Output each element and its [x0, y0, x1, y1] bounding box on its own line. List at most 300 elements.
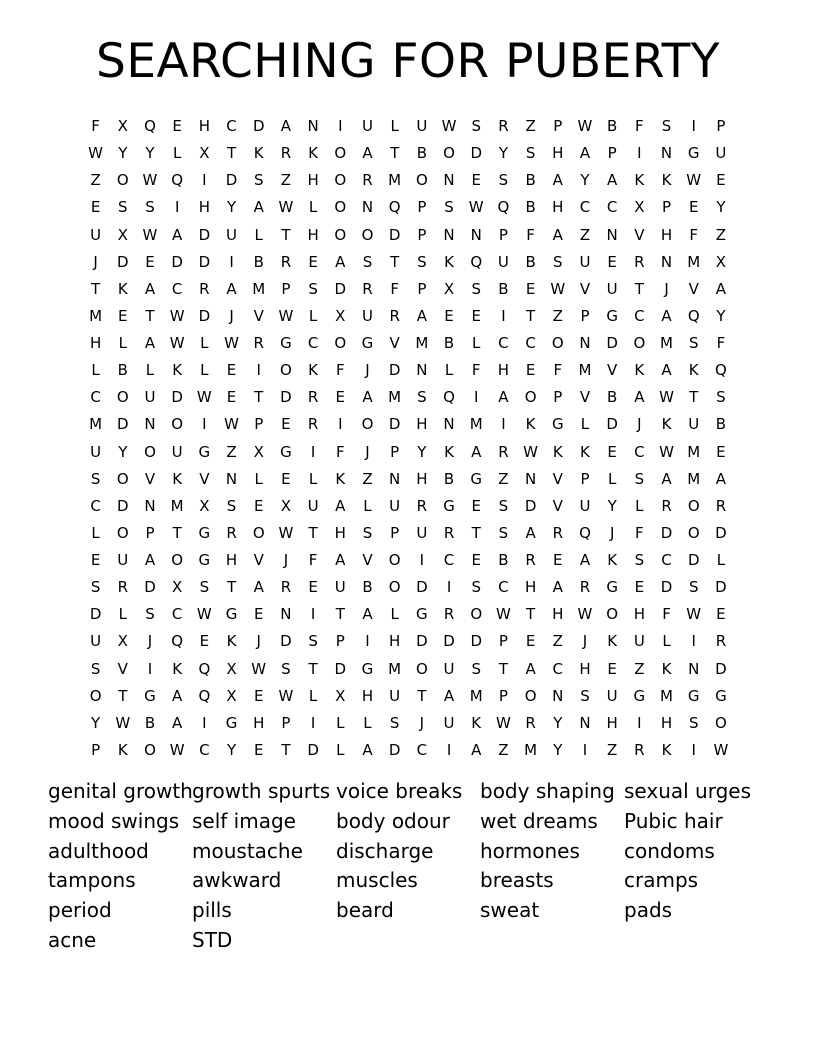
grid-letter: K — [335, 469, 346, 488]
grid-letter: E — [607, 442, 617, 461]
grid-letter: J — [365, 442, 370, 461]
grid-letter: S — [145, 605, 155, 624]
grid-letter: A — [253, 198, 264, 217]
grid-letter: W — [224, 334, 239, 353]
grid-letter: U — [389, 496, 401, 515]
grid-letter: U — [334, 578, 346, 597]
grid-letter: A — [715, 279, 727, 298]
grid-letter: P — [145, 523, 155, 542]
grid-letter: E — [308, 252, 318, 271]
grid-letter: Y — [118, 442, 128, 461]
grid-letter: U — [90, 442, 102, 461]
grid-letter: N — [389, 469, 401, 488]
grid-letter: G — [416, 605, 428, 624]
grid-letter: S — [362, 252, 373, 271]
grid-letter: I — [446, 578, 452, 597]
grid-letter: U — [579, 252, 591, 271]
grid-letter: S — [471, 117, 481, 136]
grid-letter: L — [580, 415, 590, 434]
grid-letter: W — [278, 523, 294, 542]
word-list-item: pills — [192, 898, 232, 923]
grid-letter: E — [253, 686, 264, 705]
grid-letter: H — [633, 605, 645, 624]
word-list-item: breasts — [480, 868, 554, 893]
grid-letter: D — [198, 225, 211, 244]
grid-letter: G — [280, 334, 292, 353]
grid-row — [82, 194, 735, 221]
grid-letter: M — [660, 334, 673, 353]
grid-letter: C — [525, 334, 536, 353]
grid-row — [82, 222, 735, 249]
grid-letter: W — [468, 198, 484, 217]
grid-letter: I — [582, 740, 588, 759]
grid-letter: D — [416, 632, 428, 651]
grid-letter: D — [198, 252, 211, 271]
grid-letter: B — [443, 334, 455, 353]
grid-letter: A — [253, 578, 264, 597]
grid-letter: N — [552, 686, 564, 705]
grid-letter: X — [117, 117, 128, 136]
grid-letter: X — [634, 198, 645, 217]
grid-letter: M — [170, 496, 184, 515]
grid-letter: G — [715, 686, 727, 705]
grid-letter: Y — [580, 171, 590, 190]
grid-letter: G — [470, 469, 483, 488]
grid-letter: R — [661, 496, 672, 515]
grid-letter: T — [335, 605, 345, 624]
grid-letter: T — [91, 279, 101, 298]
grid-letter: T — [390, 144, 400, 163]
word-list-item: sexual urges — [624, 779, 752, 803]
grid-letter: S — [118, 198, 128, 217]
grid-letter: W — [713, 740, 729, 759]
grid-letter: W — [142, 225, 158, 244]
grid-letter: A — [172, 686, 183, 705]
grid-letter: D — [687, 551, 700, 570]
grid-letter: S — [362, 523, 373, 542]
grid-letter: D — [388, 740, 401, 759]
grid-row — [82, 357, 735, 384]
grid-letter: H — [497, 361, 510, 380]
grid-letter: T — [118, 686, 128, 705]
grid-letter: U — [361, 306, 373, 325]
word-list-item: condoms — [624, 838, 715, 863]
grid-letter: M — [687, 252, 701, 271]
grid-letter: N — [443, 171, 455, 190]
grid-letter: T — [308, 659, 318, 678]
grid-letter: V — [389, 334, 400, 353]
grid-letter: S — [634, 469, 645, 488]
grid-letter: B — [607, 388, 618, 407]
grid-letter: U — [443, 659, 455, 678]
grid-letter: W — [495, 605, 511, 624]
grid-letter: B — [416, 144, 427, 163]
grid-letter: H — [524, 578, 537, 597]
grid-letter: P — [498, 225, 508, 244]
grid-letter: G — [225, 713, 238, 732]
grid-letter: B — [117, 361, 128, 380]
grid-letter: D — [89, 605, 102, 624]
grid-letter: S — [580, 686, 590, 705]
grid-letter: Y — [118, 144, 128, 163]
grid-letter: K — [661, 171, 672, 190]
grid-letter: V — [362, 551, 373, 570]
grid-letter: S — [281, 659, 291, 678]
grid-row — [82, 330, 735, 357]
grid-letter: K — [308, 144, 319, 163]
grid-letter: U — [90, 632, 102, 651]
grid-letter: Q — [715, 361, 727, 380]
grid-letter: I — [419, 551, 425, 570]
grid-letter: I — [474, 388, 479, 407]
grid-letter: E — [226, 361, 237, 380]
grid-letter: W — [169, 306, 185, 325]
grid-letter: W — [169, 740, 185, 759]
grid-letter: X — [226, 659, 237, 678]
grid-letter: U — [361, 117, 373, 136]
grid-letter: I — [202, 713, 207, 732]
grid-letter: R — [280, 578, 292, 597]
grid-letter: G — [687, 686, 700, 705]
grid-letter: O — [334, 334, 347, 353]
grid-letter: O — [171, 551, 184, 570]
word-list-item: muscles — [336, 868, 418, 893]
grid-letter: R — [443, 523, 455, 542]
grid-letter: I — [501, 415, 506, 434]
grid-letter: O — [470, 605, 483, 624]
grid-letter: H — [552, 144, 564, 163]
grid-letter: L — [444, 361, 454, 380]
grid-letter: G — [606, 578, 618, 597]
grid-letter: A — [280, 117, 292, 136]
grid-letter: G — [280, 442, 292, 461]
page-title: SEARCHING FOR PUBERTY — [95, 34, 720, 89]
grid-letter: E — [525, 361, 536, 380]
grid-letter: E — [444, 306, 454, 325]
grid-letter: I — [229, 252, 234, 271]
grid-letter: A — [362, 605, 373, 624]
grid-letter: N — [225, 469, 238, 488]
grid-letter: E — [172, 117, 182, 136]
grid-letter: A — [525, 659, 536, 678]
grid-letter: H — [198, 198, 210, 217]
grid-letter: P — [281, 279, 291, 298]
grid-letter: T — [689, 388, 699, 407]
grid-letter: A — [172, 713, 183, 732]
word-list-item: wet dreams — [480, 808, 598, 833]
grid-letter: G — [361, 659, 374, 678]
grid-letter: L — [336, 713, 345, 732]
grid-letter: J — [419, 713, 425, 732]
grid-letter: Q — [497, 198, 510, 217]
grid-letter: N — [579, 334, 591, 353]
grid-letter: U — [688, 415, 700, 434]
grid-letter: N — [579, 713, 591, 732]
grid-letter: W — [251, 659, 267, 678]
grid-letter: A — [634, 388, 645, 407]
word-list-item: genital growth — [48, 779, 193, 803]
grid-letter: S — [498, 496, 509, 515]
grid-letter: D — [252, 117, 265, 136]
grid-letter: N — [660, 252, 673, 271]
grid-letter: W — [523, 442, 539, 461]
grid-letter: C — [661, 551, 672, 570]
grid-letter: W — [577, 605, 593, 624]
grid-letter: N — [307, 117, 319, 136]
grid-letter: R — [525, 713, 536, 732]
grid-letter: O — [715, 713, 727, 732]
grid-letter: B — [498, 551, 509, 570]
grid-letter: I — [310, 442, 316, 461]
grid-letter: E — [716, 605, 726, 624]
grid-letter: A — [552, 578, 563, 597]
grid-row — [82, 167, 735, 194]
grid-letter: C — [498, 578, 509, 597]
grid-letter: O — [171, 415, 184, 434]
grid-letter: A — [498, 388, 509, 407]
grid-letter: C — [498, 334, 509, 353]
grid-letter: E — [688, 198, 699, 217]
grid-letter: M — [388, 388, 402, 407]
grid-letter: U — [226, 225, 238, 244]
grid-letter: O — [606, 605, 619, 624]
grid-letter: N — [416, 361, 428, 380]
grid-letter: Z — [498, 740, 509, 759]
grid-letter: T — [417, 686, 427, 705]
grid-letter: S — [90, 469, 101, 488]
grid-letter: Y — [145, 144, 155, 163]
grid-letter: K — [172, 659, 183, 678]
grid-letter: Z — [362, 469, 373, 488]
grid-letter: M — [469, 415, 483, 434]
grid-letter: V — [579, 388, 591, 407]
grid-letter: K — [308, 361, 319, 380]
grid-letter: D — [198, 306, 211, 325]
grid-letter: Y — [716, 306, 726, 325]
grid-letter: S — [417, 252, 427, 271]
word-list-item: Pubic hair — [624, 808, 723, 833]
grid-letter: O — [633, 334, 646, 353]
grid-letter: I — [691, 632, 696, 651]
grid-letter: V — [144, 469, 156, 488]
grid-letter: B — [525, 171, 536, 190]
word-list — [48, 777, 778, 956]
word-list-item: voice breaks — [336, 779, 463, 803]
grid-letter: M — [687, 442, 701, 461]
grid-letter: P — [417, 198, 427, 217]
grid-letter: M — [388, 171, 402, 190]
grid-letter: N — [443, 225, 455, 244]
grid-letter: B — [715, 415, 727, 434]
grid-letter: S — [498, 523, 509, 542]
grid-letter: J — [582, 632, 588, 651]
grid-letter: I — [147, 659, 153, 678]
grid-letter: I — [501, 306, 506, 325]
grid-letter: D — [117, 415, 129, 434]
grid-letter: Q — [171, 171, 184, 190]
grid-letter: D — [606, 415, 618, 434]
grid-letter: D — [225, 171, 238, 190]
grid-letter: A — [552, 171, 563, 190]
grid-letter: L — [336, 740, 345, 759]
grid-letter: V — [552, 496, 563, 515]
grid-letter: D — [443, 632, 455, 651]
grid-letter: L — [363, 496, 372, 515]
grid-letter: N — [606, 225, 618, 244]
grid-letter: I — [691, 740, 696, 759]
grid-row — [82, 601, 735, 628]
grid-letter: J — [93, 252, 98, 271]
grid-letter: O — [116, 388, 129, 407]
word-list-item: period — [48, 898, 112, 923]
grid-letter: Z — [226, 442, 237, 461]
grid-row — [82, 276, 735, 303]
grid-letter: A — [144, 551, 156, 570]
letter-grid — [82, 113, 735, 764]
grid-letter: I — [256, 361, 261, 380]
grid-letter: I — [365, 632, 370, 651]
grid-letter: W — [441, 117, 457, 136]
grid-letter: A — [579, 144, 591, 163]
grid-letter: M — [660, 686, 673, 705]
grid-letter: N — [144, 415, 156, 434]
grid-letter: S — [389, 713, 400, 732]
grid-letter: E — [471, 496, 481, 515]
grid-letter: R — [280, 252, 292, 271]
grid-letter: X — [715, 252, 727, 271]
grid-letter: T — [390, 252, 400, 271]
grid-letter: D — [388, 225, 401, 244]
grid-letter: D — [416, 578, 428, 597]
grid-letter: T — [145, 306, 155, 325]
grid-letter: K — [607, 551, 618, 570]
grid-letter: A — [525, 523, 536, 542]
grid-letter: I — [637, 713, 642, 732]
grid-letter: P — [580, 306, 590, 325]
grid-letter: G — [633, 686, 646, 705]
grid-letter: D — [606, 334, 618, 353]
grid-letter: F — [662, 605, 671, 624]
grid-letter: A — [172, 225, 183, 244]
grid-letter: K — [117, 279, 128, 298]
grid-row — [82, 384, 735, 411]
grid-letter: K — [607, 632, 618, 651]
grid-letter: S — [471, 279, 481, 298]
grid-letter: F — [635, 523, 644, 542]
grid-letter: F — [471, 361, 481, 380]
grid-letter: V — [117, 659, 128, 678]
grid-letter: W — [196, 605, 212, 624]
grid-letter: S — [716, 388, 726, 407]
grid-letter: H — [660, 225, 673, 244]
grid-letter: M — [578, 361, 592, 380]
grid-letter: R — [253, 334, 264, 353]
grid-letter: P — [580, 469, 590, 488]
grid-letter: A — [579, 551, 591, 570]
grid-letter: I — [637, 144, 642, 163]
grid-letter: D — [117, 496, 129, 515]
grid-letter: F — [390, 279, 399, 298]
word-list-item: body odour — [336, 808, 450, 833]
grid-letter: S — [661, 117, 672, 136]
grid-letter: P — [498, 686, 508, 705]
grid-letter: O — [551, 334, 564, 353]
grid-letter: W — [169, 334, 185, 353]
grid-letter: E — [253, 605, 264, 624]
grid-letter: R — [280, 144, 292, 163]
grid-letter: M — [252, 279, 266, 298]
grid-letter: P — [553, 388, 563, 407]
grid-letter: C — [226, 117, 237, 136]
grid-letter: F — [689, 225, 699, 244]
grid-letter: Z — [634, 659, 645, 678]
grid-letter: A — [335, 496, 346, 515]
grid-letter: L — [308, 306, 318, 325]
grid-letter: W — [278, 686, 294, 705]
grid-letter: Z — [715, 225, 727, 244]
grid-letter: H — [389, 632, 401, 651]
grid-letter: B — [253, 252, 264, 271]
grid-letter: P — [553, 117, 563, 136]
grid-letter: P — [417, 225, 427, 244]
grid-letter: A — [661, 361, 672, 380]
grid-letter: K — [226, 632, 237, 651]
grid-letter: E — [471, 171, 481, 190]
grid-letter: L — [200, 334, 209, 353]
grid-letter: H — [307, 225, 319, 244]
grid-letter: E — [607, 252, 617, 271]
grid-letter: D — [470, 144, 482, 163]
grid-letter: B — [443, 469, 455, 488]
grid-letter: X — [199, 496, 210, 515]
grid-letter: L — [172, 144, 182, 163]
grid-letter: S — [90, 578, 101, 597]
grid-letter: Q — [144, 117, 156, 136]
grid-letter: T — [254, 388, 264, 407]
grid-letter: D — [171, 388, 183, 407]
grid-letter: O — [334, 225, 347, 244]
grid-letter: E — [253, 496, 264, 515]
grid-letter: J — [609, 523, 615, 542]
grid-letter: E — [118, 306, 128, 325]
grid-letter: C — [171, 279, 183, 298]
grid-letter: K — [661, 659, 672, 678]
grid-letter: P — [335, 632, 345, 651]
grid-row — [82, 303, 735, 330]
grid-letter: A — [144, 334, 156, 353]
grid-letter: I — [691, 117, 696, 136]
grid-letter: A — [144, 279, 156, 298]
grid-letter: E — [308, 578, 318, 597]
grid-letter: Q — [579, 523, 591, 542]
grid-letter: O — [116, 469, 129, 488]
grid-letter: S — [525, 144, 536, 163]
grid-letter: Q — [198, 659, 211, 678]
grid-letter: U — [443, 713, 455, 732]
grid-letter: A — [362, 144, 373, 163]
grid-letter: F — [335, 442, 345, 461]
grid-letter: K — [444, 442, 454, 461]
grid-letter: S — [308, 632, 318, 651]
grid-letter: X — [117, 225, 128, 244]
grid-letter: I — [202, 171, 207, 190]
grid-letter: K — [253, 144, 264, 163]
grid-letter: P — [716, 117, 726, 136]
grid-letter: S — [688, 713, 699, 732]
grid-letter: H — [225, 551, 238, 570]
grid-letter: O — [334, 144, 347, 163]
grid-letter: F — [716, 334, 726, 353]
